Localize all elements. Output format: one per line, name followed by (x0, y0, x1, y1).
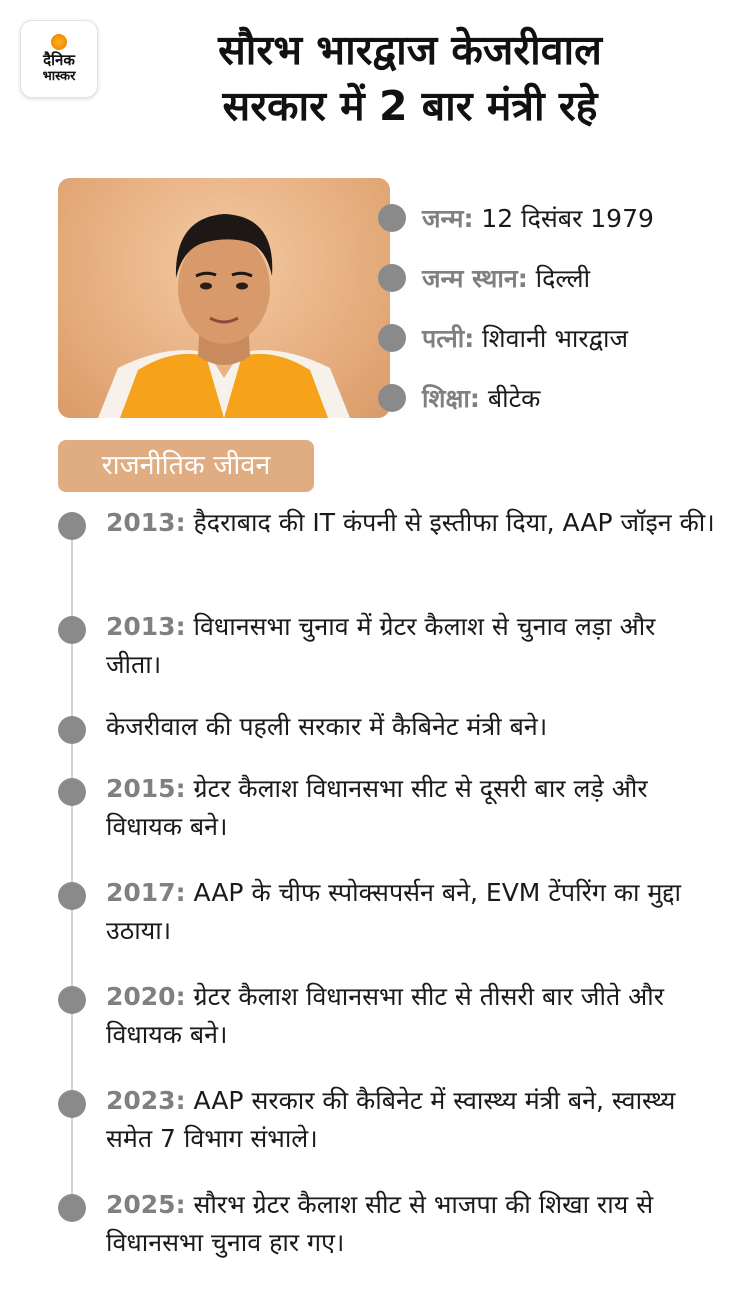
timeline-item (58, 504, 718, 542)
person-illustration (58, 178, 390, 418)
timeline-text: AAP सरकार की कैबिनेट में स्वास्थ्य मंत्री बने, स्वास्थ्य समेत 7 विभाग संभाले। (106, 1086, 676, 1153)
sun-icon (51, 34, 67, 50)
timeline-year: 2023: (106, 1086, 186, 1115)
fact-label: जन्म: (422, 204, 474, 233)
timeline-dot-icon (58, 778, 86, 806)
logo-text-top: दैनिक (43, 51, 75, 69)
fact-value: शिवानी भारद्वाज (474, 324, 629, 353)
timeline-item (58, 708, 718, 746)
timeline-text: केजरीवाल की पहली सरकार में कैबिनेट मंत्री बने। (106, 712, 548, 741)
timeline-text: सौरभ ग्रेटर कैलाश सीट से भाजपा की शिखा राय से विधानसभा चुनाव हार गए। (106, 1190, 654, 1257)
bullet-icon (378, 204, 406, 232)
brand-logo (20, 20, 98, 98)
section-title: राजनीतिक जीवन (58, 440, 314, 492)
headline (110, 22, 710, 134)
bullet-icon (378, 384, 406, 412)
bullet-icon (378, 324, 406, 352)
timeline-dot-icon (58, 882, 86, 910)
timeline-year: 2015: (106, 774, 186, 803)
fact-birthplace (378, 248, 718, 308)
fact-spouse (378, 308, 718, 368)
timeline-dot-icon (58, 716, 86, 744)
fact-value: दिल्ली (527, 264, 591, 293)
timeline-dot-icon (58, 1090, 86, 1118)
logo-text-bottom: भास्कर (42, 69, 76, 84)
timeline-item (58, 1186, 718, 1262)
timeline-year: 2013: (106, 612, 186, 641)
fact-label: जन्म स्थान: (422, 264, 528, 293)
profile-photo (58, 178, 390, 418)
timeline-text: हैदराबाद की IT कंपनी से इस्तीफा दिया, AAP जॉइन की। (185, 508, 715, 537)
timeline-year: 2017: (106, 878, 186, 907)
fact-birth (378, 188, 718, 248)
timeline-item (58, 978, 718, 1054)
timeline-text: ग्रेटर कैलाश विधानसभा सीट से तीसरी बार जीते और विधायक बने। (106, 982, 664, 1049)
bullet-icon (378, 264, 406, 292)
timeline-dot-icon (58, 616, 86, 644)
timeline-dot-icon (58, 1194, 86, 1222)
timeline-year: 2020: (106, 982, 186, 1011)
timeline-text: AAP के चीफ स्पोक्सपर्सन बने, EVM टेंपरिंग का मुद्दा उठाया। (106, 878, 681, 945)
fact-education (378, 368, 718, 428)
timeline-text: विधानसभा चुनाव में ग्रेटर कैलाश से चुनाव लड़ा और जीता। (106, 612, 656, 679)
timeline-text: ग्रेटर कैलाश विधानसभा सीट से दूसरी बार लड़े और विधायक बने। (106, 774, 648, 841)
timeline-dot-icon (58, 512, 86, 540)
timeline-year: 2013: (106, 508, 186, 537)
fact-label: शिक्षा: (422, 384, 480, 413)
fact-label: पत्नी: (422, 324, 475, 353)
fact-value: बीटेक (479, 384, 541, 413)
timeline-item (58, 874, 718, 950)
fact-value: 12 दिसंबर 1979 (473, 204, 654, 233)
timeline-item (58, 1082, 718, 1158)
timeline-year: 2025: (106, 1190, 186, 1219)
timeline-item (58, 770, 718, 846)
headline-line-1: सौरभ भारद्वाज केजरीवाल (218, 26, 602, 74)
headline-line-2: सरकार में 2 बार मंत्री रहे (222, 82, 598, 130)
timeline-item (58, 608, 718, 684)
timeline-dot-icon (58, 986, 86, 1014)
profile-facts (378, 188, 718, 428)
